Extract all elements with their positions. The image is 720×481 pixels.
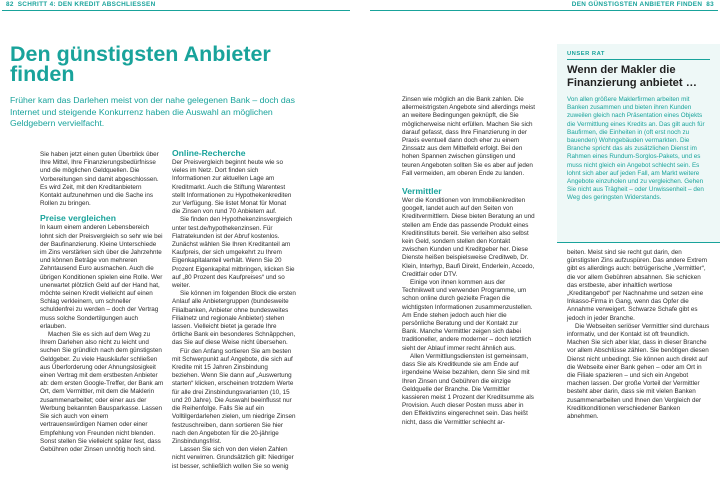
paragraph: In kaum einem anderen Lebensbereich lohnt sich der Preisvergleich so sehr wie bei der Baufinanzierung. Kleine Unterschiede im Zins verstärken sich über die Jahrzehnte und können Beträge von mehreren Zehntausend Euro ausmachen. Auch die übrigen Konditionen spielen eine Rolle. Wer unerwartet plötzlich Geld auf der Hand hat, möchte seinen Kredit vielleicht auf einen Schlag verkleinern, um schneller schuldenfrei zu werden – doch der Vertrag muss solche Sondertilgungen auch erlauben. — [40, 224, 163, 330]
right-section-title: DEN GÜNSTIGSTEN ANBIETER FINDEN — [571, 1, 703, 8]
heading-preise-vergleichen: Preise vergleichen — [40, 213, 116, 224]
intro-paragraph: Sie haben jetzt einen guten Überblick über Ihre Mittel, Ihre Finanzierungsbedürfnisse und die möglichen Geldquellen. Die Vorbereitungen sind damit abgeschlossen. Es wird Zeit, mit den Kreditanbietern Kontakt aufzunehmen und die Sache ins Rollen zu bringen. — [40, 151, 159, 208]
paragraph: Sie finden den Hypothekenzinsvergleich unter test.de/hypothekenzinsen. Für Flatratekunden ist der Abruf kostenlos. Zunächst wählen Sie Ihren Kreditanteil am Kaufpreis, der sich umgekehrt zu Ihrem Eigenkapitalanteil verhält. Wenn Sie 20 Prozent Eigenkapital mitbringen, klicken Sie auf „80 Prozent des Kaufpreises“ und so weiter. — [172, 216, 295, 290]
column-1 — [40, 151, 164, 454]
paragraph: Einige von ihnen kommen aus der Technikwelt und verwenden Programme, um schon online durch gezielte Fragen die wichtigsten Informationen zusammenzustellen. Am Ende stehen jedoch auch hier die persönliche Beratung und der Kontakt zur Bank. Manche Vermittler zeigen sich dabei traditioneller, andere moderner – doch letztlich sieht der Ablauf immer recht ähnlich aus. — [402, 279, 533, 352]
left-chapter-title: SCHRITT 4: DEN KREDIT ABSCHLIESSEN — [17, 1, 156, 8]
paragraph: Die Webseiten seriöser Vermittler sind durchaus informativ, und der Kontakt ist oft freundlich. Machen Sie sich aber klar, dass in dieser Branche vor allem Abschlüsse zählen. Sie benötigen diesen Dienst nicht unbedingt. Sie können auch direkt auf die Webseite einer Bank gehen – oder am Ort in die Filiale spazieren – und sich ein Angebot machen lassen. Der große Vorteil der Vermittler besteht aber darin, dass sie mit vielen Banken zusammenarbeiten und Ihnen den Vergleich der Kreditkonditionen verschiedener Banken abnehmen. — [567, 322, 710, 421]
advice-box-rule-bottom — [557, 242, 720, 243]
header-rule-left — [2, 10, 350, 11]
paragraph: Lassen Sie sich von den vielen Zahlen nicht verwirren. Grundsätzlich gilt: Niedriger ist besser, schließlich wollen Sie so wenig — [172, 446, 294, 470]
paragraph: Zinsen wie möglich an die Bank zahlen. Die allermeistrigsten Angebote sind allerdings meist an weitere Bedingungen geknüpft, die Sie möglicherweise nicht erfüllen. Machen Sie sich darauf gefasst, dass Ihre Finanzierung in der Praxis eventuell dann doch eher zu einem Zinssatz aus dem Mittelfeld erfolgt. Bei den hohen Spannen zwischen günstigen und teuren Angeboten sollten Sie es aber auf jeden Fall vermeiden, am oberen Ende zu landen. — [402, 96, 536, 177]
advice-box-rule-top — [567, 59, 710, 60]
paragraph: Der Preisvergleich beginnt heute wie so vieles im Netz. Dort finden sich Informationen zur aktuellen Lage am Kreditmarkt. Auch die Stiftung Warentest stellt Informationen zu Hypothekenkrediten zur Verfügung. Sie listet Monat für Monat die Zinsen von rund 70 Anbietern auf. — [172, 159, 292, 216]
column-4 — [567, 249, 710, 421]
column-3 — [402, 96, 535, 427]
heading-vermittler: Vermittler — [402, 186, 442, 197]
heading-online-recherche: Online-Recherche — [172, 148, 246, 158]
right-page-number: 83 — [706, 1, 714, 8]
header-left — [2, 1, 156, 8]
advice-box-text: Von allen größere Maklerfirmen arbeiten mit Banken zusammen und bieten ihren Kunden zuweilen gleich nach Präsentation eines Objekts die Vermittlung eines Kredits an. Das gilt auch für Baufirmen, die Einheiten in (oft erst noch zu bauenden) Wohngebäuden vermarkten. Die Branche spricht das als zusätzlichen Dienst im Rahmen eines Rundum-Sorglos-Pakets, und es muss nicht gleich ein Angebot schlecht sein. Es lohnt sich aber auf jeden Fall, am Markt weitere Angebote einzuholen und zu vergleichen. Gehen Sie nicht aus Trägheit – oder Unwissenheit – den Weg des geringsten Widerstands. — [567, 96, 705, 202]
paragraph: Allen Vermittlungsdiensten ist gemeinsam, dass Sie als Kreditkunde sie am Ende auf irgendeine Weise bezahlen, denn Sie sind mit Ihren Zinsen und Gebühren die einzige Geldquelle der Branche. Die Vermittler kassieren meist 1 Prozent der Kreditsumme als Provision. Auch dieser Posten muss aber in den Effektivzins eingerechnet sein. Das heißt nicht, dass die Vermittler schlecht ar- — [402, 352, 534, 426]
article-title: Den günstigsten Anbieter finden — [10, 42, 271, 86]
header-rule-right — [370, 10, 718, 11]
paragraph: beiten. Meist sind sie recht gut darin, den günstigsten Zins aufzuspüren. Das andere Extrem gibt es allerdings auch: betrügerische „Vermittler“, die vor allem Gebühren absahnen. Sie schicken das erstbeste, aber inhaltlich wertlose „Kreditangebot“ per Nachnahme und setzen eine Inkasso-Firma in Gang, wenn das Opfer die Annahme verweigert. Schwarze Schafe gibt es jedoch in jeder Branche. — [567, 249, 708, 322]
left-page-number: 82 — [6, 1, 14, 8]
advice-box-title: Wenn der Makler die Finanzierung anbietet … — [567, 64, 697, 89]
article-lead: Früher kam das Darlehen meist von der nahe gelegenen Bank – doch das Internet und steigende Konkurrenz haben die Auswahl an möglichen Geldgebern vervielfacht. — [10, 95, 295, 129]
column-2 — [172, 148, 296, 471]
header-right — [572, 1, 718, 8]
paragraph: Sie können im folgenden Block die ersten Anlauf alle Anbietergruppen (bundesweite Filialbanken, Anbieter ohne bundesweites Filialnetz und regionale Anbieter) stehen lassen. Vielleicht bietet ja gerade Ihre örtliche Bank ein besonderes Schnäppchen, das Sie auf diese Weise nicht übersehen. — [172, 290, 296, 347]
paragraph: Wer die Konditionen von Immobilienkrediten googelt, landet auch auf den Seiten von Kreditvermittlern. Diese bieten Beratung an und stellen am Ende das passende Produkt eines Kreditinstituts bereit. Sie verleihen also selbst kein Geld, sondern stellen den Kontakt zwischen Kunden und Kreditgeber her. Diese Dienste heißen beispielsweise Creditweb, Dr. Klein, Interhyp, Baufi Direkt, Enderlein, Accedo, Creditfair oder DTV. — [402, 197, 535, 278]
paragraph: Machen Sie es sich auf dem Weg zu Ihrem Darlehen also nicht zu leicht und suchen Sie gründlich nach dem günstigsten Geldgeber. Zu viele Hauskäufer schließen aus Überforderung oder Ahnungslosigkeit einen Vertrag mit dem erstbesten Anbieter ab: dem ersten Google-Treffer, der Bank am Ort, dem Vermittler, mit dem die Maklerin zusammenarbeitet; oder einer aus der Werbung bekannten Bausparkasse. Lassen Sie sich auch von einem vertrauenswürdigen Namen oder einer Empfehlung von Freunden nicht blenden. Sonst stellen Sie vielleicht später fest, dass Gebühren oder Zinsen unnötig hoch sind. — [40, 331, 164, 453]
paragraph: Für den Anfang sortieren Sie am besten mit Schwerpunkt auf Angebote, die sich auf Kredite mit 15 Jahren Zinsbindung beziehen. Wenn Sie dann auf „Auswertung starten“ klicken, erscheinen trotzdem Werte für alle drei Zinsbindungsvarianten (10, 15 und 20 Jahre). Die Auswahl beeinflusst nur die Reihenfolge. Falls Sie auf ein Volltilgerdarlehen zielen, um niedrige Zinsen festzuschreiben, dann sortieren Sie hier nach den Angeboten für die 20-jährige Zinsbindungsfrist. — [172, 347, 296, 445]
advice-box-tag: UNSER RAT — [567, 51, 605, 57]
